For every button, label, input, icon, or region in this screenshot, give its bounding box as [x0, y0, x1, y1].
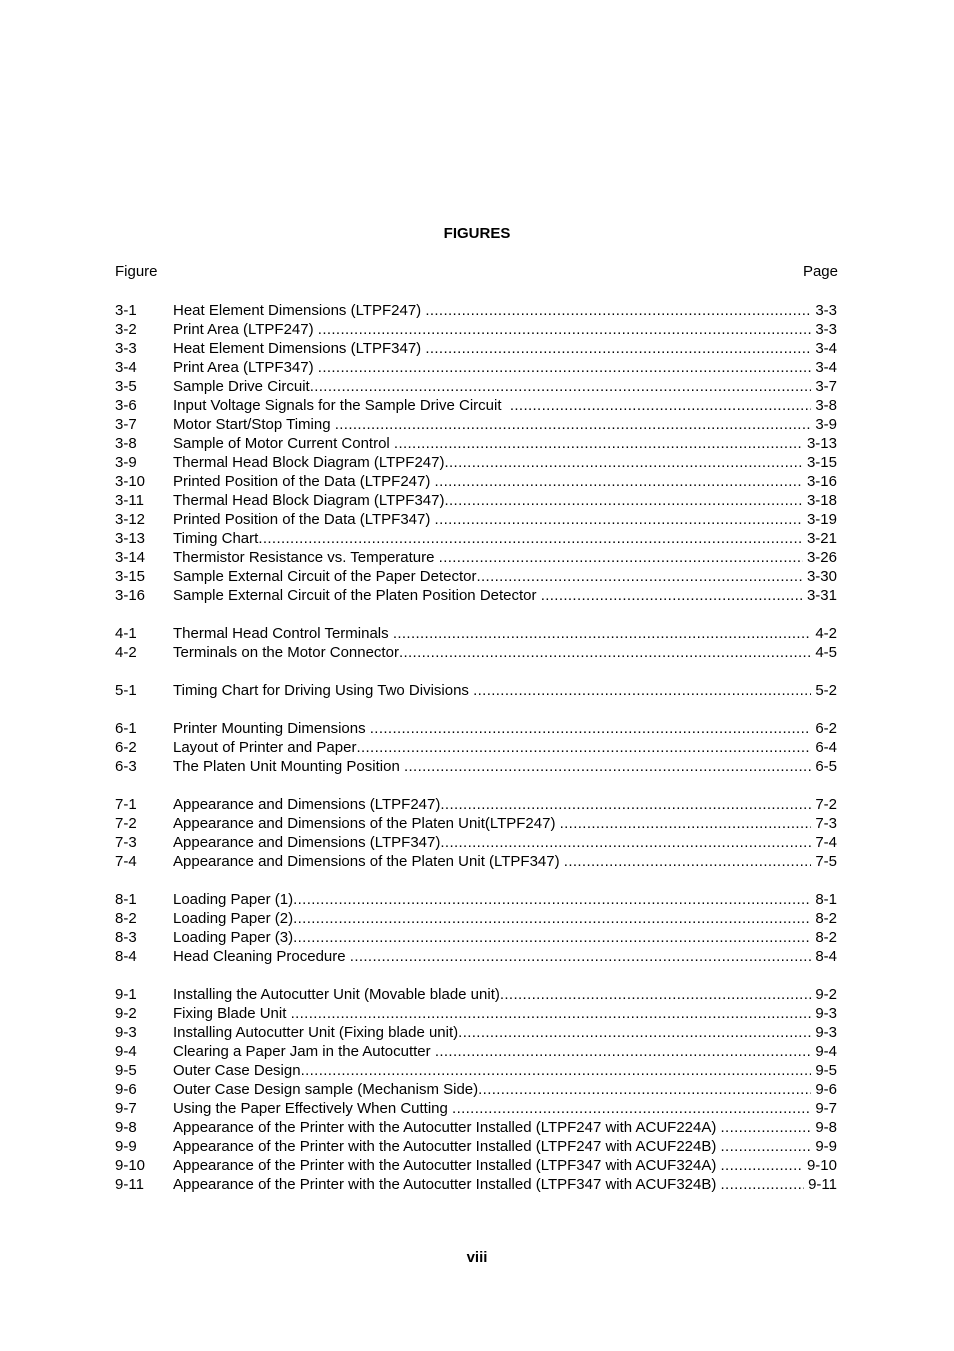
figure-title: Printed Position of the Data (LTPF247) [173, 473, 435, 490]
figure-group [115, 890, 837, 966]
figure-number: 3-10 [115, 473, 146, 490]
figure-entry-body [173, 1118, 837, 1137]
dot-leader [404, 757, 811, 776]
figure-entry-body [173, 320, 837, 339]
figure-number: 3-2 [115, 321, 137, 338]
dot-leader [370, 719, 812, 738]
figure-page-number: 3-18 [806, 492, 837, 509]
figure-page-number: 9-10 [806, 1157, 837, 1174]
figure-entry[interactable] [115, 1137, 837, 1156]
figure-page-number: 9-6 [815, 1081, 837, 1098]
figure-number: 9-5 [115, 1062, 137, 1079]
figure-number: 3-7 [115, 416, 137, 433]
figure-entry[interactable] [115, 415, 837, 434]
figure-page-number: 3-16 [806, 473, 837, 490]
figure-entry[interactable] [115, 567, 837, 586]
dot-leader [440, 833, 811, 852]
figure-number: 8-1 [115, 891, 137, 908]
figure-number: 4-1 [115, 625, 137, 642]
figure-title: Thermal Head Control Terminals [173, 625, 393, 642]
figure-title: Head Cleaning Procedure [173, 948, 350, 965]
figure-number: 9-3 [115, 1024, 137, 1041]
figure-title: Layout of Printer and Paper [173, 739, 357, 756]
figure-entry-body [173, 1061, 837, 1080]
figure-title: Timing Chart for Driving Using Two Divisions [173, 682, 474, 699]
figure-entry-body [173, 624, 837, 643]
figure-entry[interactable] [115, 624, 837, 643]
figure-page-number: 3-4 [815, 359, 837, 376]
figure-number: 8-4 [115, 948, 137, 965]
figure-title: Installing the Autocutter Unit (Movable blade unit) [173, 986, 500, 1003]
figure-entry-body [173, 301, 837, 320]
figure-entry-body [173, 1004, 837, 1023]
figure-number: 9-6 [115, 1081, 137, 1098]
dot-leader [425, 301, 811, 320]
figure-entry-body [173, 928, 837, 947]
dot-leader [458, 1023, 811, 1042]
figure-entry-body [173, 377, 837, 396]
figure-title: Outer Case Design sample (Mechanism Side) [173, 1081, 479, 1098]
dot-leader [394, 434, 803, 453]
figure-page-number: 7-2 [815, 796, 837, 813]
figure-number: 6-1 [115, 720, 137, 737]
figure-entry-body [173, 1080, 837, 1099]
figure-group [115, 624, 837, 662]
figure-entry-body [173, 453, 837, 472]
figure-page-number: 3-19 [806, 511, 837, 528]
figure-number: 5-1 [115, 682, 137, 699]
dot-leader [721, 1175, 805, 1194]
figure-entry-body [173, 795, 837, 814]
figure-entry[interactable] [115, 738, 837, 757]
figure-entry-body [173, 567, 837, 586]
figure-title: Loading Paper (1) [173, 891, 294, 908]
figure-entry-body [173, 643, 837, 662]
figure-page-number: 9-3 [815, 1024, 837, 1041]
figure-number: 3-6 [115, 397, 137, 414]
figure-entry[interactable] [115, 434, 837, 453]
page-number: viii [466, 1249, 488, 1266]
figure-entry-body [173, 1042, 837, 1061]
figure-page-number: 9-5 [815, 1062, 837, 1079]
figure-title: Outer Case Design [173, 1062, 301, 1079]
figure-page-number: 9-4 [815, 1043, 837, 1060]
figure-page-number: 9-8 [815, 1119, 837, 1136]
figure-entry-body [173, 757, 837, 776]
figure-number: 6-3 [115, 758, 137, 775]
figure-entry[interactable] [115, 377, 837, 396]
dot-leader [291, 1004, 812, 1023]
figure-title: Sample External Circuit of the Platen Position Detector [173, 587, 541, 604]
figure-entry-body [173, 472, 837, 491]
dot-leader [452, 1099, 811, 1118]
dot-leader [310, 377, 812, 396]
figure-group [115, 719, 837, 776]
figure-number: 3-1 [115, 302, 137, 319]
figure-entry[interactable] [115, 358, 837, 377]
figure-group [115, 681, 837, 700]
dot-leader [721, 1156, 803, 1175]
dot-leader [541, 586, 803, 605]
figure-entry[interactable] [115, 510, 837, 529]
figure-page-number: 8-2 [815, 929, 837, 946]
figure-number: 3-4 [115, 359, 137, 376]
figure-column-header: Figure [115, 263, 158, 280]
figure-title: Appearance of the Printer with the Autocutter Installed (LTPF247 with ACUF224A) [173, 1119, 721, 1136]
figure-entry[interactable] [115, 719, 837, 738]
figure-entry[interactable] [115, 909, 837, 928]
figure-entry-body [173, 529, 837, 548]
dot-leader [393, 624, 812, 643]
figure-number: 4-2 [115, 644, 137, 661]
figure-entry-body [173, 415, 837, 434]
figure-number: 3-3 [115, 340, 137, 357]
figure-entry-body [173, 1156, 837, 1175]
dot-leader [399, 643, 811, 662]
figure-entry[interactable] [115, 339, 837, 358]
figure-entry[interactable] [115, 1099, 837, 1118]
figure-title: Terminals on the Motor Connector [173, 644, 399, 661]
figure-group [115, 795, 837, 871]
figure-entry[interactable] [115, 1042, 837, 1061]
figure-title: Sample External Circuit of the Paper Detector [173, 568, 477, 585]
figure-number: 3-14 [115, 549, 146, 566]
figure-entry-body [173, 738, 837, 757]
figure-title: Sample Drive Circuit [173, 378, 310, 395]
dot-leader [476, 567, 802, 586]
figure-entry-body [173, 491, 837, 510]
dot-leader [510, 396, 811, 415]
figure-number: 7-2 [115, 815, 137, 832]
dot-leader [301, 1061, 812, 1080]
figure-entry-body [173, 510, 837, 529]
figure-number: 7-3 [115, 834, 137, 851]
figure-entry[interactable] [115, 491, 837, 510]
figure-title: Loading Paper (2) [173, 910, 294, 927]
figure-entry-body [173, 1023, 837, 1042]
dot-leader [500, 985, 811, 1004]
figure-number: 7-4 [115, 853, 137, 870]
figure-entry-body [173, 890, 837, 909]
figure-page-number: 8-2 [815, 910, 837, 927]
figure-entry-body [173, 833, 837, 852]
figure-number: 9-11 [115, 1176, 144, 1193]
figure-entry[interactable] [115, 814, 837, 833]
figure-group [115, 985, 837, 1194]
figure-page-number: 7-3 [815, 815, 837, 832]
figure-number: 3-8 [115, 435, 137, 452]
dot-leader [435, 1042, 812, 1061]
figure-page-number: 7-4 [815, 834, 837, 851]
figure-entry[interactable] [115, 1061, 837, 1080]
dot-leader [435, 472, 803, 491]
figure-title: Print Area (LTPF347) [173, 359, 318, 376]
figure-page-number: 6-2 [815, 720, 837, 737]
figure-title: Sample of Motor Current Control [173, 435, 394, 452]
figure-title: Printed Position of the Data (LTPF347) [173, 511, 435, 528]
figure-number: 8-3 [115, 929, 137, 946]
figure-entry-body [173, 852, 837, 871]
figure-title: Print Area (LTPF247) [173, 321, 318, 338]
dot-leader [258, 529, 803, 548]
figure-title: Appearance and Dimensions (LTPF347) [173, 834, 441, 851]
figure-title: Thermistor Resistance vs. Temperature [173, 549, 439, 566]
dot-leader [350, 947, 812, 966]
figure-title: Timing Chart [173, 530, 259, 547]
figure-page-number: 3-15 [806, 454, 837, 471]
figure-title: Heat Element Dimensions (LTPF247) [173, 302, 426, 319]
dot-leader [435, 510, 803, 529]
figure-page-number: 3-8 [815, 397, 837, 414]
figure-title: Appearance of the Printer with the Autocutter Installed (LTPF247 with ACUF224B) [173, 1138, 721, 1155]
dot-leader [473, 681, 811, 700]
figure-title: Appearance of the Printer with the Autocutter Installed (LTPF347 with ACUF324A) [173, 1157, 721, 1174]
figure-entry[interactable] [115, 643, 837, 662]
figure-group [115, 301, 837, 605]
figure-title: Fixing Blade Unit [173, 1005, 291, 1022]
page-column-header: Page [802, 263, 838, 280]
figure-number: 3-13 [115, 530, 146, 547]
figure-entry[interactable] [115, 301, 837, 320]
figure-page-number: 8-1 [815, 891, 837, 908]
figure-entry[interactable] [115, 586, 837, 605]
figure-entry-body [173, 1099, 837, 1118]
figure-number: 3-5 [115, 378, 137, 395]
figure-page-number: 9-7 [815, 1100, 837, 1117]
dot-leader [444, 491, 802, 510]
figure-page-number: 8-4 [815, 948, 837, 965]
dot-leader [721, 1137, 812, 1156]
figure-number: 6-2 [115, 739, 137, 756]
figure-page-number: 3-21 [806, 530, 837, 547]
figure-number: 3-16 [115, 587, 146, 604]
figure-entry-body [173, 947, 837, 966]
figure-entry[interactable] [115, 1023, 837, 1042]
dot-leader [318, 358, 812, 377]
figure-page-number: 3-26 [806, 549, 837, 566]
dot-leader [721, 1118, 812, 1137]
figure-page-number: 4-2 [815, 625, 837, 642]
figure-page-number: 9-9 [815, 1138, 837, 1155]
dot-leader [356, 738, 811, 757]
figure-entry[interactable] [115, 396, 837, 415]
dot-leader [439, 548, 803, 567]
figures-list [115, 301, 837, 1213]
figure-number: 3-9 [115, 454, 137, 471]
figure-title: Clearing a Paper Jam in the Autocutter [173, 1043, 435, 1060]
figure-entry-body [173, 909, 837, 928]
figure-entry[interactable] [115, 1080, 837, 1099]
dot-leader [444, 453, 802, 472]
figure-page-number: 7-5 [815, 853, 837, 870]
figure-number: 9-4 [115, 1043, 137, 1060]
dot-leader [560, 814, 812, 833]
figure-entry-body [173, 358, 837, 377]
dot-leader [478, 1080, 811, 1099]
figure-entry[interactable] [115, 795, 837, 814]
figure-entry-body [173, 586, 837, 605]
dot-leader [293, 890, 811, 909]
figure-title: Appearance and Dimensions of the Platen Unit(LTPF247) [173, 815, 560, 832]
figure-title: Motor Start/Stop Timing [173, 416, 335, 433]
figure-title: The Platen Unit Mounting Position [173, 758, 404, 775]
figure-page-number: 9-2 [815, 986, 837, 1003]
figure-number: 7-1 [115, 796, 137, 813]
dot-leader [318, 320, 812, 339]
figure-entry[interactable] [115, 985, 837, 1004]
figure-entry[interactable] [115, 681, 837, 700]
figure-page-number: 4-5 [815, 644, 837, 661]
dot-leader [425, 339, 811, 358]
figure-page-number: 3-13 [806, 435, 837, 452]
dot-leader [440, 795, 811, 814]
figure-title: Loading Paper (3) [173, 929, 294, 946]
figure-title: Appearance and Dimensions of the Platen Unit (LTPF347) [173, 853, 564, 870]
figure-entry[interactable] [115, 833, 837, 852]
figure-number: 3-12 [115, 511, 146, 528]
figure-title: Thermal Head Block Diagram (LTPF347) [173, 492, 445, 509]
dot-leader [293, 909, 811, 928]
figure-number: 9-2 [115, 1005, 137, 1022]
figure-title: Thermal Head Block Diagram (LTPF247) [173, 454, 445, 471]
figure-page-number: 9-11 [808, 1176, 837, 1193]
figure-title: Appearance and Dimensions (LTPF247) [173, 796, 441, 813]
dot-leader [564, 852, 812, 871]
figure-entry[interactable] [115, 548, 837, 567]
figure-entry-body [173, 1175, 837, 1194]
figure-number: 9-1 [115, 986, 137, 1003]
figure-page-number: 3-9 [815, 416, 837, 433]
figure-entry-body [173, 985, 837, 1004]
figure-entry-body [173, 1137, 837, 1156]
figure-page-number: 3-7 [815, 378, 837, 395]
figure-page-number: 3-31 [806, 587, 837, 604]
figure-page-number: 3-3 [815, 302, 837, 319]
figure-entry[interactable] [115, 890, 837, 909]
figure-page-number: 3-4 [815, 340, 837, 357]
figure-entry[interactable] [115, 1118, 837, 1137]
figure-entry-body [173, 681, 837, 700]
figure-entry[interactable] [115, 1175, 837, 1194]
figure-entry-body [173, 339, 837, 358]
figure-page-number: 9-3 [815, 1005, 837, 1022]
figure-page-number: 5-2 [815, 682, 837, 699]
figure-entry-body [173, 548, 837, 567]
figure-entry[interactable] [115, 852, 837, 871]
figure-entry[interactable] [115, 1004, 837, 1023]
figure-number: 8-2 [115, 910, 137, 927]
figure-entry-body [173, 434, 837, 453]
figure-title: Using the Paper Effectively When Cutting [173, 1100, 453, 1117]
figure-entry[interactable] [115, 947, 837, 966]
figure-entry[interactable] [115, 472, 837, 491]
figure-entry-body [173, 719, 837, 738]
dot-leader [293, 928, 811, 947]
figure-number: 9-10 [115, 1157, 146, 1174]
figure-entry[interactable] [115, 757, 837, 776]
figure-number: 9-9 [115, 1138, 137, 1155]
figure-entry[interactable] [115, 529, 837, 548]
figure-number: 9-8 [115, 1119, 137, 1136]
figure-title: Installing Autocutter Unit (Fixing blade unit) [173, 1024, 459, 1041]
figure-page-number: 6-5 [815, 758, 837, 775]
figure-title: Appearance of the Printer with the Autocutter Installed (LTPF347 with ACUF324B) [173, 1176, 721, 1193]
figure-entry[interactable] [115, 1156, 837, 1175]
figure-entry[interactable] [115, 320, 837, 339]
figure-entry-body [173, 396, 837, 415]
figure-page-number: 3-30 [806, 568, 837, 585]
figure-entry-body [173, 814, 837, 833]
figure-page-number: 3-3 [815, 321, 837, 338]
figure-entry[interactable] [115, 453, 837, 472]
page-title: FIGURES [443, 225, 511, 242]
figure-page-number: 6-4 [815, 739, 837, 756]
figure-number: 9-7 [115, 1100, 137, 1117]
dot-leader [335, 415, 812, 434]
figure-title: Heat Element Dimensions (LTPF347) [173, 340, 426, 357]
figure-title: Printer Mounting Dimensions [173, 720, 370, 737]
figure-number: 3-15 [115, 568, 146, 585]
figure-entry[interactable] [115, 928, 837, 947]
figure-title: Input Voltage Signals for the Sample Drive Circuit [173, 397, 510, 414]
figure-number: 3-11 [115, 492, 144, 509]
